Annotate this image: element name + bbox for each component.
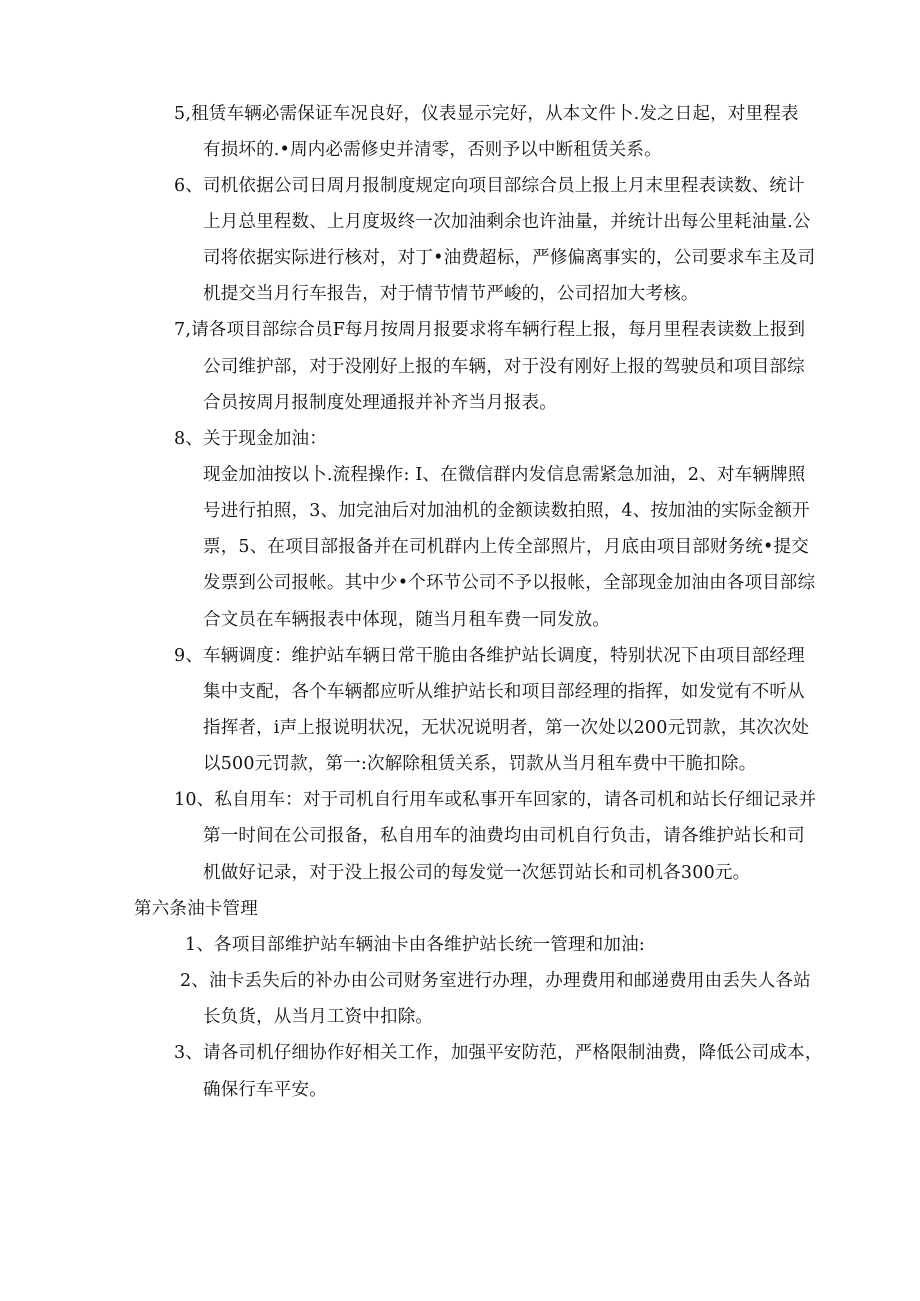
text-line: 有损坏的.•周内必需修史并清零，否则予以中断租赁关系。 <box>203 140 662 160</box>
text-line: 司将依据实际进行核对，对丁•油费超标，严修偏离事实的，公司要求车主及司 <box>203 248 816 268</box>
text-line: 5,租赁车辆必需保证车况良好，仪表显示完好，从本文件卜.发之日起，对里程表 <box>174 104 799 124</box>
text-line: 上月总里程数、上月度圾终一次加油剩余也许油量，并统计出每公里耗油量.公 <box>203 212 811 232</box>
text-line: 确保行车平安。 <box>203 1080 327 1100</box>
text-line: 1、各项目部维护站车辆油卡由各维护站长统一管理和加油: <box>185 935 645 955</box>
text-line: 2、油卡丢失后的补办由公司财务室进行办理，办理费用和邮递费用由丢失人各站 <box>180 971 811 991</box>
text-line: 合文员在车辆报表中体现，随当月租车费一同发放。 <box>203 610 611 630</box>
text-line: 7,请各项目部综合员F每月按周月报要求将车辆行程上报，每月里程表读数上报到 <box>174 320 806 340</box>
text-line: 指挥者，i声上报说明状况，无状况说明者，第一次处以200元罚款，其次次处 <box>203 718 810 738</box>
text-line: 10、私自用车：对于司机自行用车或私事开车回家的，请各司机和站长仔细记录并 <box>174 790 817 810</box>
text-line: 现金加油按以卜.流程操作: I、在微信群内发信息需紧急加油，2、对车辆牌照 <box>203 465 806 485</box>
text-line: 发票到公司报帐。其中少•个环节公司不予以报帐，全部现金加油由各项目部综 <box>203 573 816 593</box>
text-line: 以500元罚款，第一:次解除租赁关系，罚款从当月租车费中干脆扣除。 <box>203 754 757 774</box>
text-line: 9、车辆调度：维护站车辆日常干脆由各维护站长调度，特别状况下由项目部经理 <box>174 646 805 666</box>
text-line: 机提交当月行车报告，对于情节情节严峻的，公司招加大考核。 <box>203 284 699 304</box>
text-line: 票，5、在项目部报备并在司机群内上传全部照片，月底由项目部财务统•提交 <box>203 537 809 557</box>
text-line: 集中支配，各个车辆都应听从维护站长和项目部经理的指挥，如发觉有不听从 <box>203 682 805 702</box>
text-line: 机做好记录，对于没上报公司的每发觉一次惩罚站长和司机各300元。 <box>203 863 751 883</box>
text-line: 合员按周月报制度处理通报并补齐当月报表。 <box>203 393 557 413</box>
text-line: 长负货，从当月工资中扣除。 <box>203 1007 434 1027</box>
section-heading: 第六条油卡管理 <box>134 899 258 919</box>
text-line: 6、司机依据公司日周月报制度规定向项目部综合员上报上月末里程表读数、统计 <box>174 176 805 196</box>
text-line: 第一时间在公司报备，私自用车的油费均由司机自行负击，请各维护站长和司 <box>203 826 805 846</box>
text-line: 公司维护部，对于没刚好上报的车辆，对于没有刚好上报的驾驶员和项目部综 <box>203 357 805 377</box>
text-line: 3、请各司机仔细协作好相关工作，加强平安防范，严格限制油费，降低公司成本， <box>174 1043 823 1063</box>
text-line: 8、关于现金加油： <box>174 429 327 449</box>
text-line: 号进行拍照，3、加完油后对加油机的金额读数拍照，4、按加油的实际金额开 <box>203 501 810 521</box>
